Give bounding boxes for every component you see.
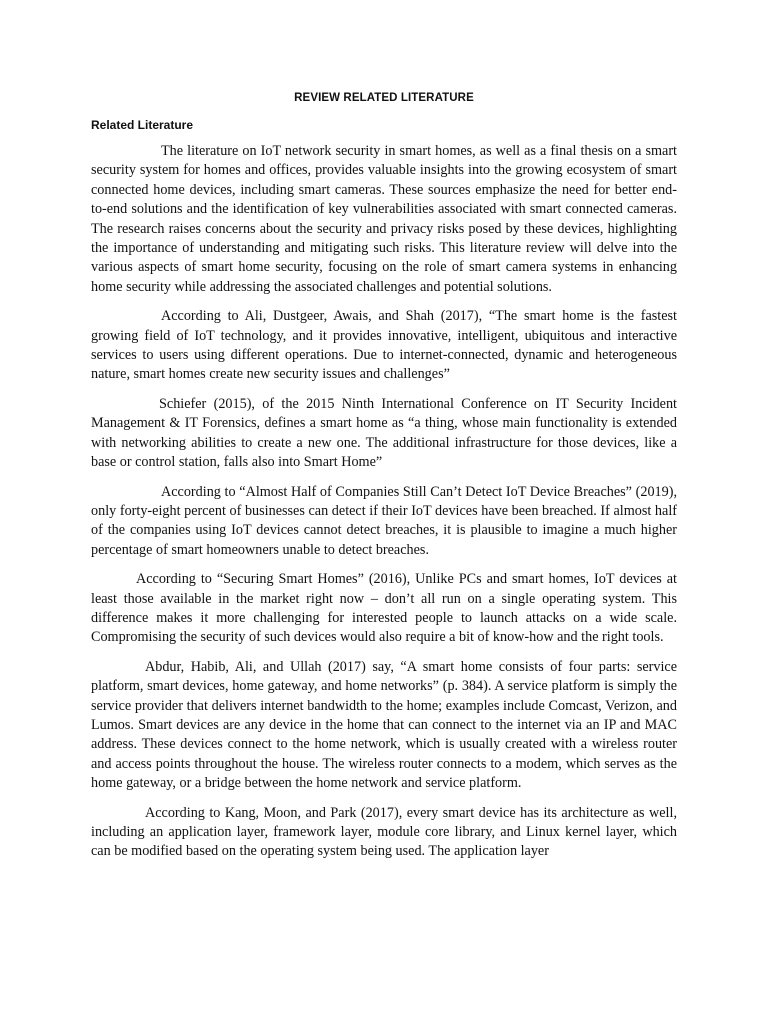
document-title: REVIEW RELATED LITERATURE <box>294 92 474 104</box>
section-heading: Related Literature <box>91 118 194 132</box>
paragraph: According to “Almost Half of Companies Still Can’t Detect IoT Device Breaches” (2019), only forty-eight percent of businesses can detect if their IoT devices have been breached. If almost half of the companies using IoT devices cannot detect breaches, it is plausible to imagine a much higher percentage of smart homeowners unable to detect breaches. <box>91 483 677 558</box>
paragraph: According to “Securing Smart Homes” (2016), Unlike PCs and smart homes, IoT devices at least those available in the market right now – don’t all run on a single operating system. This difference makes it more challenging for interested people to launch attacks on a wide scale. Compromising the security of such devices would also require a bit of know-how and the right tools. <box>91 571 677 646</box>
paragraph: Abdur, Habib, Ali, and Ullah (2017) say, “A smart home consists of four parts: service platform, smart devices, home gateway, and home networks” (p. 384). A service platform is simply the service provider that delivers internet bandwidth to the home; examples include Comcast, Verizon, and Lumos. Smart devices are any device in the home that can connect to the internet via an IP and MAC address. These devices connect to the home network, which is usually created with a wireless router and access points throughout the house. The wireless router connects to a modem, which serves as the home gateway, or a bridge between the home network and service platform. <box>91 658 677 792</box>
document-body <box>91 92 677 872</box>
paragraph: According to Ali, Dustgeer, Awais, and Shah (2017), “The smart home is the fastest growing field of IoT technology, and it provides innovative, intelligent, ubiquitous and interactive services to users using different operations. Due to internet-connected, dynamic and heterogeneous nature, smart homes create new security issues and challenges” <box>91 308 677 383</box>
paragraph: The literature on IoT network security in smart homes, as well as a final thesis on a smart security system for homes and offices, provides valuable insights into the growing ecosystem of smart connected home devices, including smart cameras. These sources emphasize the need for better end-to-end solutions and the identification of key vulnerabilities associated with smart connected cameras. The research raises concerns about the security and privacy risks posed by these devices, highlighting the importance of understanding and mitigating such risks. This literature review will delve into the various aspects of smart home security, focusing on the role of smart camera systems in enhancing home security while addressing the associated challenges and potential solutions. <box>91 143 677 295</box>
paragraph: Schiefer (2015), of the 2015 Ninth International Conference on IT Security Incident Management & IT Forensics, defines a smart home as “a thing, whose main functionality is extended with networking abilities to create a new one. The additional infrastructure for those devices, like a base or control station, falls also into Smart Home” <box>91 395 677 471</box>
paragraph: According to Kang, Moon, and Park (2017), every smart device has its architecture as well, including an application layer, framework layer, module core library, and Linux kernel layer, which can be modified based on the operating system being used. The application layer <box>91 804 677 860</box>
